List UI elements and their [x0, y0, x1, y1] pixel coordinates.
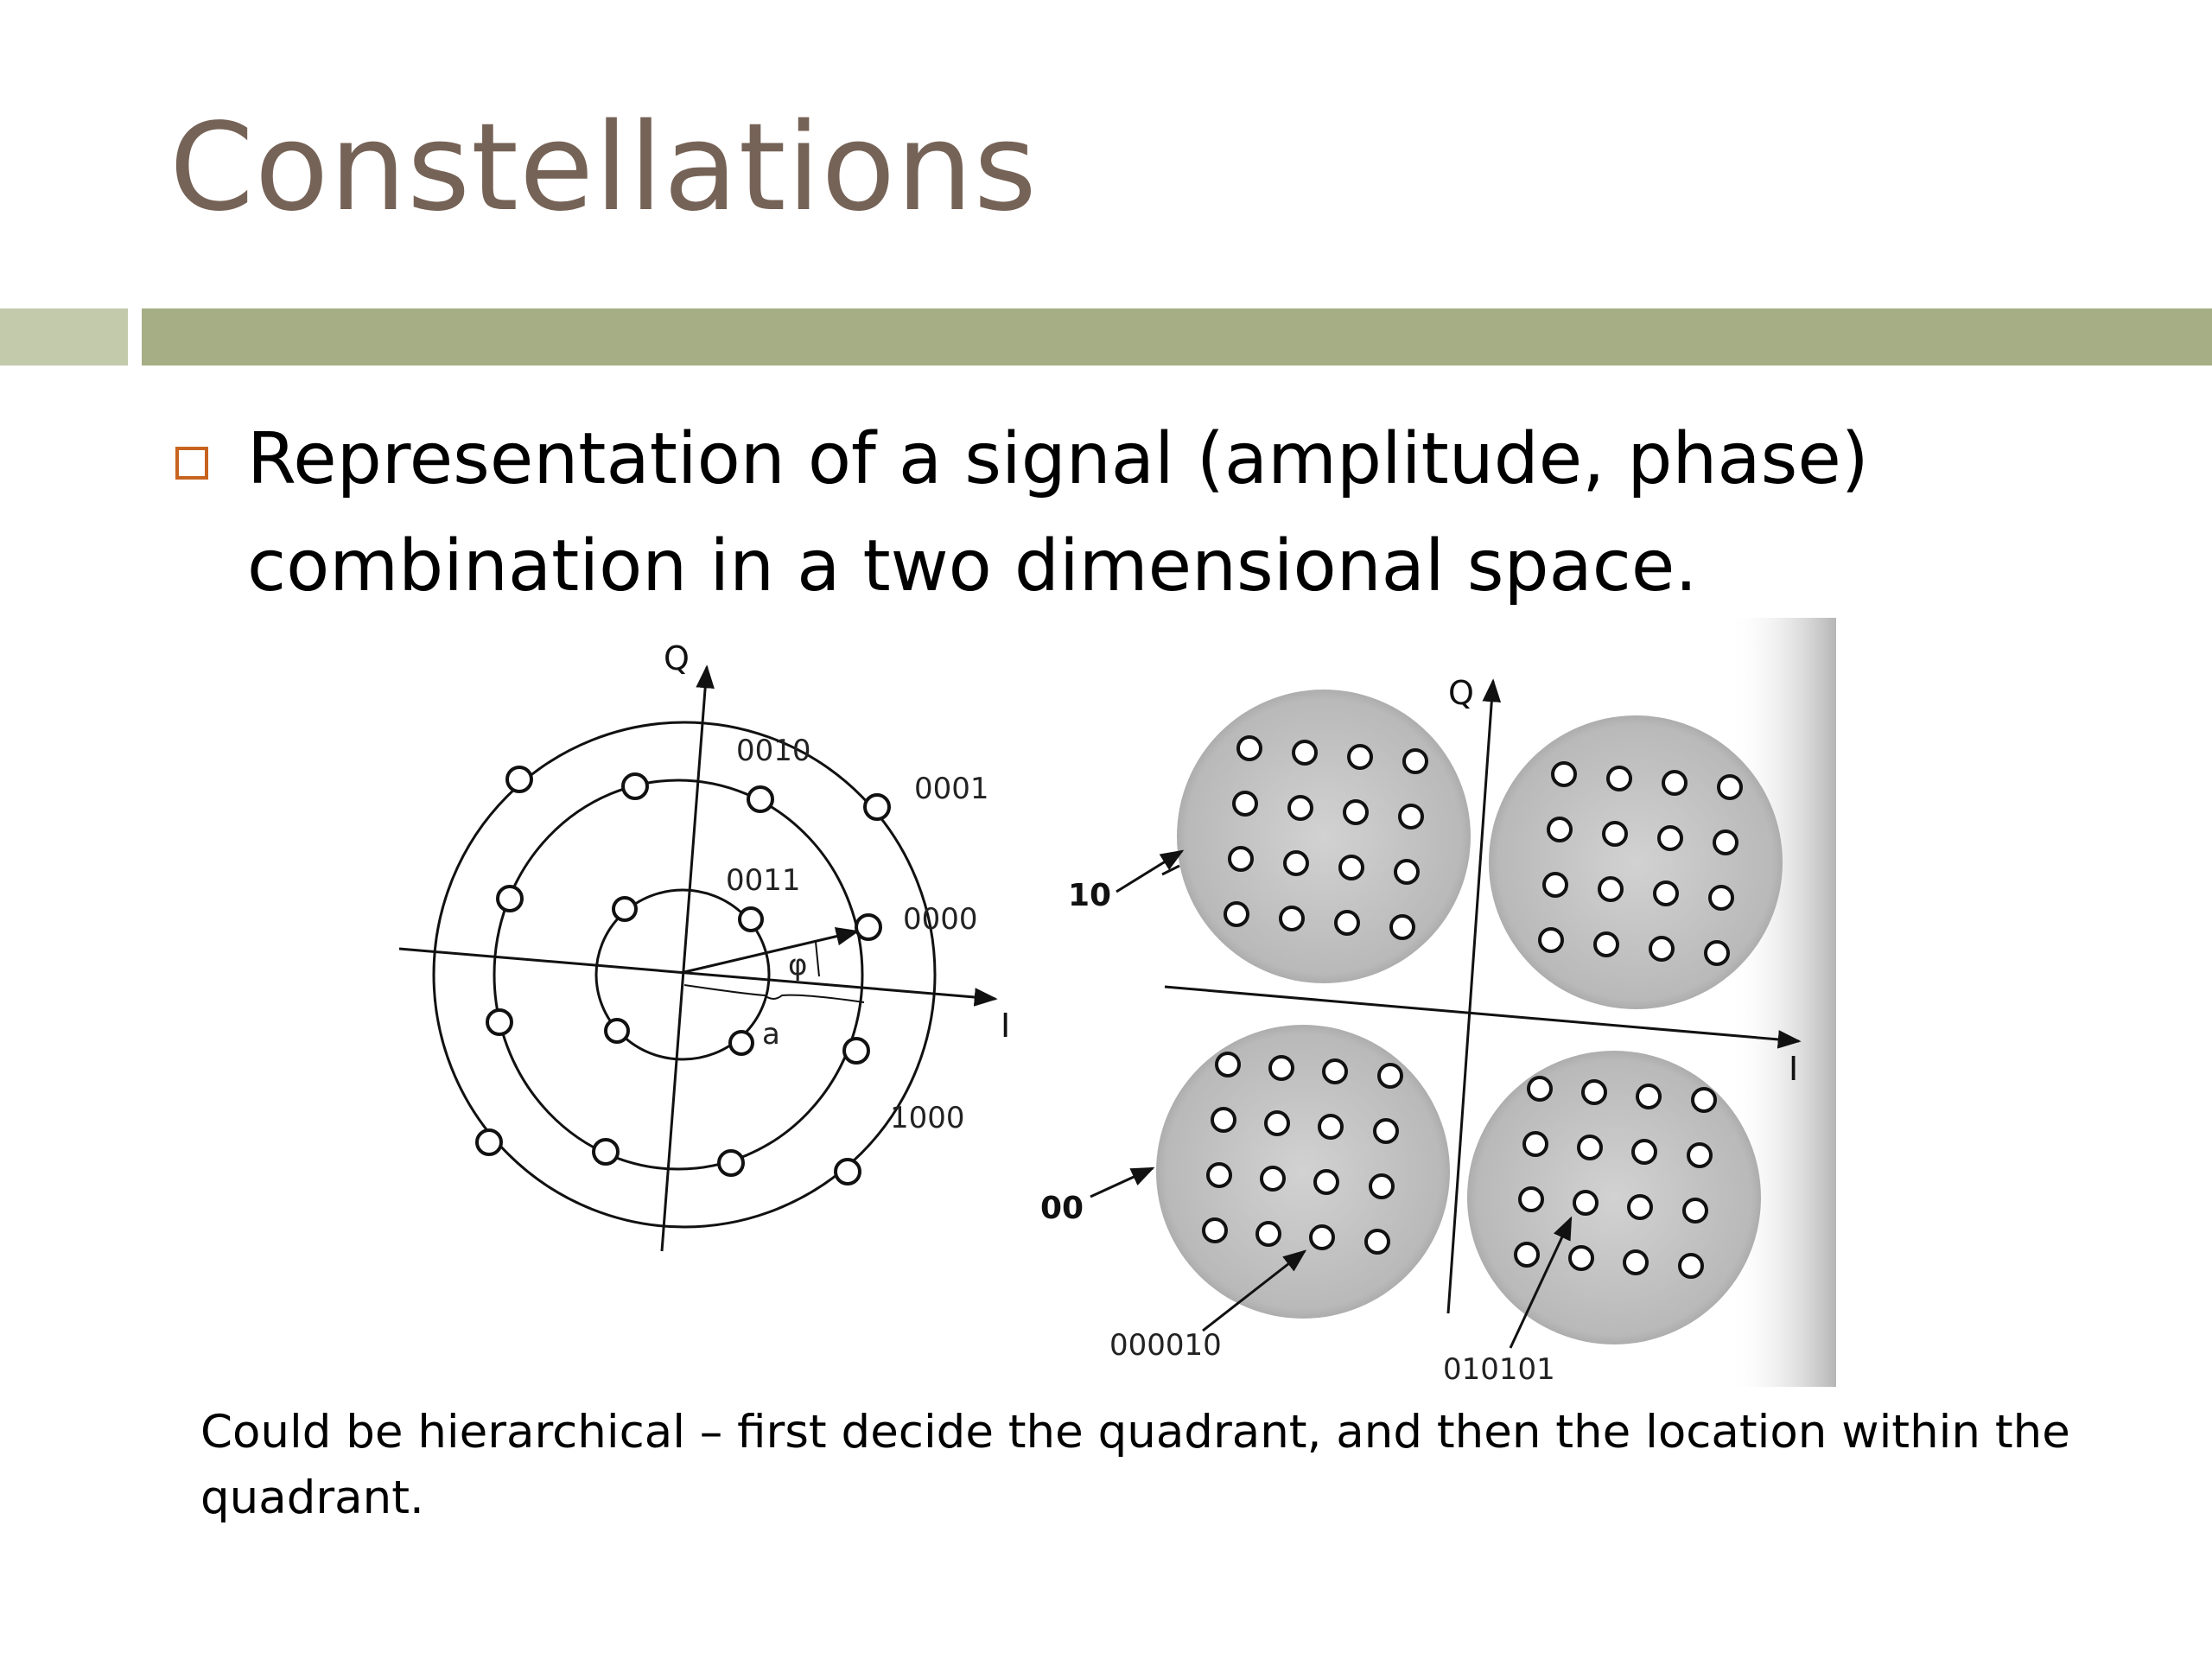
phase-tick [816, 942, 819, 976]
quadrant-blob [1156, 1025, 1450, 1319]
i-axis-label: I [1789, 1050, 1799, 1088]
constellation-point [1688, 1144, 1711, 1166]
circular-constellation [399, 639, 1010, 1251]
constellation-point [1714, 831, 1737, 854]
constellation-point [606, 1020, 628, 1042]
constellation-point [1217, 1053, 1239, 1076]
constellation-point [1349, 746, 1371, 768]
constellation-point [1659, 827, 1681, 849]
constellation-point [1262, 1167, 1284, 1190]
constellation-point [1204, 1219, 1226, 1242]
constellation-point [1629, 1196, 1651, 1218]
constellation-point [1234, 792, 1256, 815]
point-label: 0000 [903, 902, 978, 937]
bullet-text: Representation of a signal (amplitude, phase) combination in a two dimensional space. [247, 418, 1869, 607]
constellation-point [748, 787, 772, 811]
quadrant-label: 10 [1068, 878, 1112, 913]
constellation-point [1570, 1247, 1592, 1269]
constellation-point [498, 887, 522, 911]
constellation-point [1544, 874, 1567, 896]
i-axis-label: I [1001, 1007, 1011, 1045]
constellation-point [1344, 801, 1367, 823]
constellation-point [1599, 878, 1622, 900]
q-axis-line [662, 667, 707, 1251]
point-label: 000010 [1109, 1328, 1222, 1363]
constellation-point [1579, 1136, 1601, 1159]
constellation-point [1516, 1243, 1538, 1266]
constellation-point [1693, 1089, 1715, 1111]
q-axis-label: Q [664, 639, 690, 677]
quadrant-blob [1467, 1051, 1761, 1344]
constellation-point [1238, 737, 1261, 760]
constellation-point [836, 1160, 860, 1184]
constellation-point [1680, 1255, 1702, 1277]
constellation-point [1270, 1057, 1293, 1079]
constellation-point [1391, 916, 1414, 938]
constellation-point [1336, 912, 1358, 934]
amplitude-symbol: a [762, 1017, 780, 1052]
caption-text: Could be hierarchical – first decide the quadrant, and then the location within the quadrant. [200, 1406, 2070, 1524]
constellation-point [1400, 805, 1422, 828]
constellation-point [1529, 1077, 1551, 1100]
point-label: 010101 [1443, 1352, 1555, 1387]
constellation-point [1230, 848, 1252, 870]
constellation-point [1520, 1188, 1542, 1211]
q-axis-label: Q [1448, 674, 1474, 712]
constellation-point [1340, 856, 1363, 879]
constellation-point [487, 1010, 512, 1034]
constellation-point [1294, 741, 1316, 764]
constellation-point [1257, 1223, 1280, 1245]
point-label: 0010 [736, 734, 811, 768]
constellation-point [1624, 1251, 1647, 1274]
constellation-point [1553, 763, 1575, 785]
quadrant-blob [1177, 690, 1471, 983]
constellation-point [594, 1140, 618, 1164]
constellation-point [1663, 772, 1686, 794]
constellation-point [1633, 1141, 1656, 1163]
constellation-point [1604, 823, 1626, 845]
constellation-point [865, 795, 889, 819]
constellation-point [1212, 1109, 1235, 1131]
constellation-point [1289, 797, 1312, 819]
constellation-point [1540, 929, 1562, 951]
pointer-arrow [1116, 851, 1182, 892]
constellation-point [1208, 1164, 1230, 1186]
quadrant-label: 00 [1040, 1191, 1084, 1226]
constellation-point [1375, 1120, 1397, 1142]
constellation-point [1655, 882, 1677, 905]
constellation-point [740, 908, 762, 931]
scan-edge-shade [1728, 618, 1836, 1387]
constellation-point [1583, 1081, 1605, 1103]
constellation-point [1719, 776, 1741, 798]
constellation-point [1404, 750, 1427, 772]
constellation-point [1379, 1065, 1402, 1087]
constellation-point [730, 1032, 753, 1054]
constellation-point [1315, 1171, 1338, 1193]
constellation-point [1637, 1085, 1660, 1108]
pointer-arrow [1162, 866, 1179, 874]
constellation-point [1710, 887, 1732, 909]
pointer-arrow [1090, 1168, 1153, 1197]
constellation-point [1684, 1199, 1707, 1222]
constellation-point [1524, 1133, 1547, 1155]
slide-title: Constellations [169, 98, 1038, 238]
constellation-point [1395, 861, 1418, 883]
point-label: 0011 [726, 863, 801, 898]
constellation-point [507, 767, 531, 791]
constellation-point [1595, 933, 1618, 956]
constellation-point [1548, 818, 1571, 841]
constellation-point [1319, 1116, 1342, 1138]
constellation-point [1324, 1060, 1346, 1083]
constellation-point [613, 898, 636, 920]
constellation-point [1608, 767, 1630, 790]
constellation-point [1574, 1192, 1597, 1214]
constellation-point [1281, 907, 1303, 930]
i-axis-line [399, 949, 995, 999]
amplitude-brace [684, 985, 864, 1002]
quadrant-blob [1489, 715, 1783, 1009]
constellation-point [1225, 903, 1248, 925]
constellation-point [1266, 1112, 1288, 1135]
constellation-point [844, 1039, 868, 1063]
constellation-point [856, 915, 880, 939]
constellation-point [1311, 1226, 1333, 1249]
constellation-point [1706, 942, 1728, 964]
point-label: 1000 [890, 1101, 965, 1135]
constellation-point [623, 774, 647, 798]
constellation-point [1650, 938, 1673, 960]
quadrant-constellation [1040, 618, 1836, 1387]
constellation-point [477, 1130, 501, 1154]
constellation-point [719, 1151, 743, 1175]
constellation-point [1285, 852, 1307, 874]
constellation-point [1370, 1175, 1393, 1198]
point-label: 0001 [914, 772, 989, 806]
phase-symbol: φ [788, 948, 808, 982]
vector-line [684, 931, 857, 972]
constellation-point [1366, 1230, 1389, 1253]
